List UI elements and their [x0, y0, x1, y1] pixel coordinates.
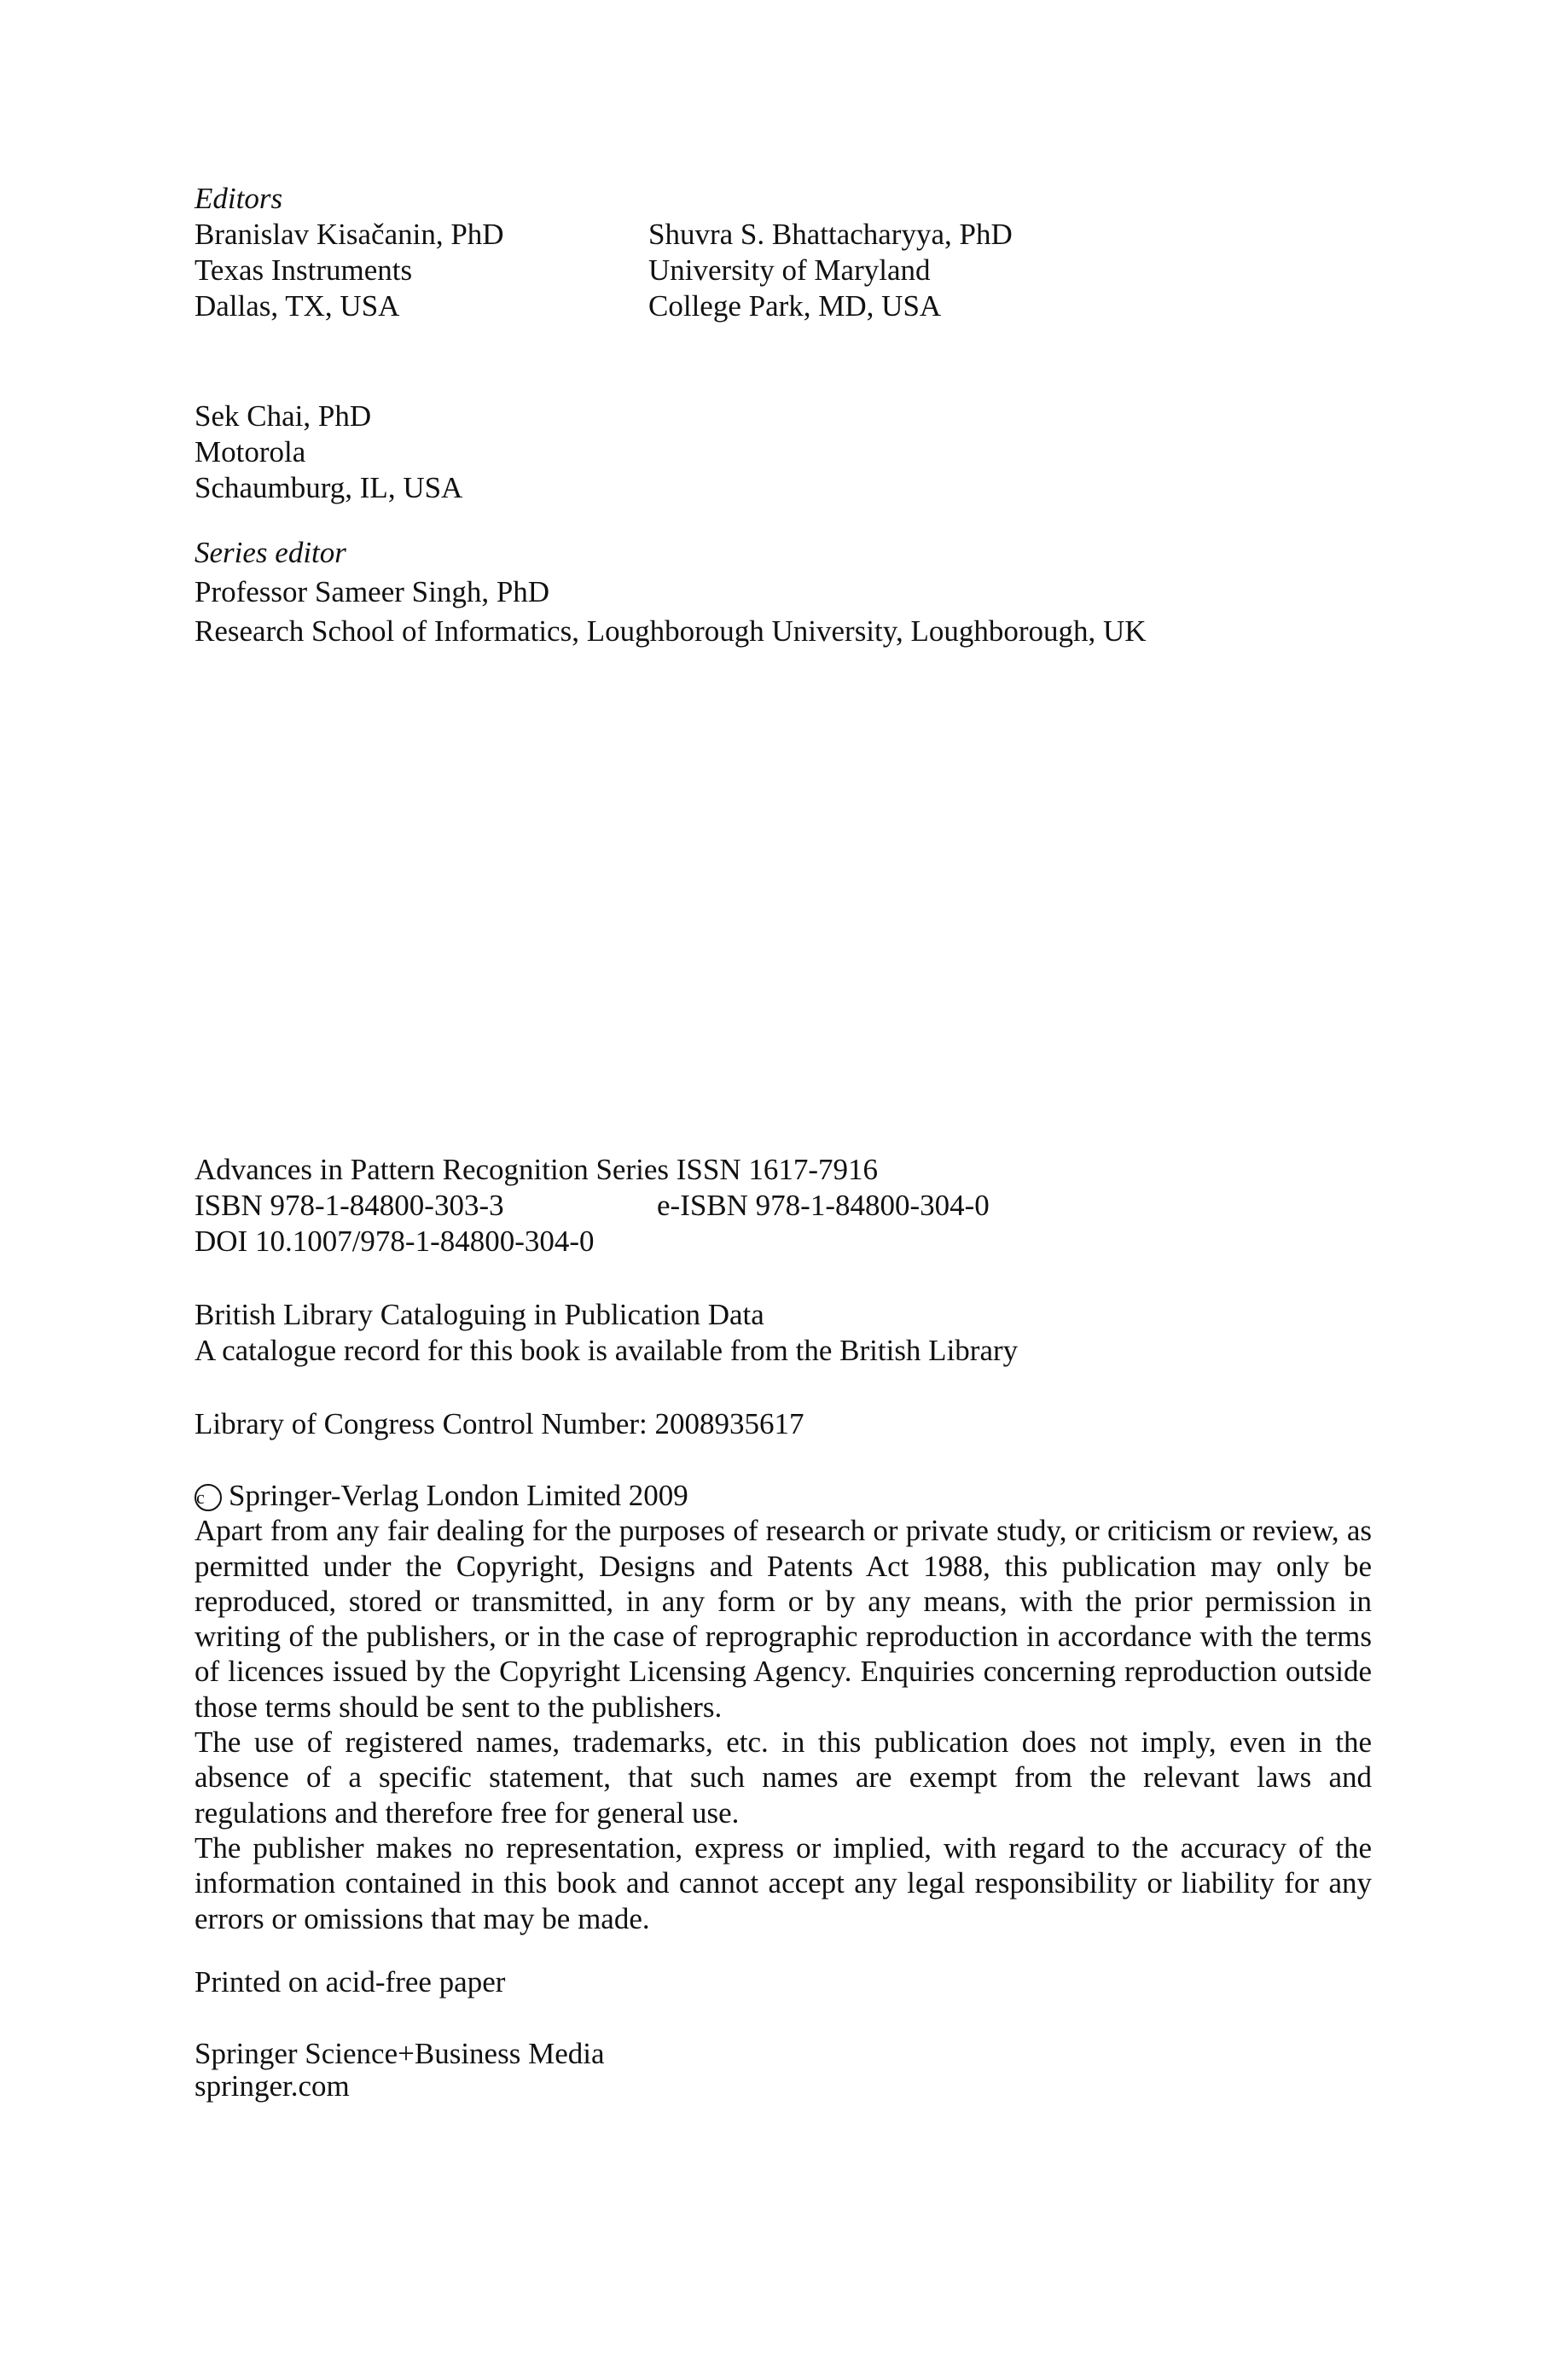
series-editor-affiliation: Research School of Informatics, Loughborough University, Loughborough, UK [195, 614, 1147, 648]
editor-org: Motorola [195, 435, 306, 468]
publication-identifiers [195, 1152, 1372, 1260]
series-editor-section [195, 535, 1372, 649]
copyright-paragraph-2: The use of registered names, trademarks, etc. in this publication does not imply, even in the absence of a specific statement, that such names are exempt from the relevant laws and regulations and therefore free for general use. [195, 1725, 1372, 1830]
cataloguing-line-1: British Library Cataloguing in Publication Data [195, 1298, 764, 1331]
editors-section [195, 181, 1372, 323]
editor-chai [195, 399, 1372, 506]
doi: DOI 10.1007/978-1-84800-304-0 [195, 1225, 595, 1258]
loc-section [195, 1406, 1372, 1442]
paper-section [195, 1964, 1372, 2000]
editor-org: Texas Instruments [195, 253, 413, 287]
isbn-row [195, 1188, 1372, 1224]
editor-name: Shuvra S. Bhattacharyya, PhD [648, 218, 1013, 251]
publisher-section [195, 2036, 1372, 2104]
publisher-url: springer.com [195, 2069, 350, 2103]
editor-location: Schaumburg, IL, USA [195, 471, 463, 504]
editors-heading: Editors [195, 182, 283, 215]
copyright-paragraph-1: Apart from any fair dealing for the purposes of research or private study, or criticism or review, as permitted under the Copyright, Designs and Patents Act 1988, this publication may only be reproduced, stored or transmitted, in any form or by any means, with the prior permission in writing of the publishers, or in the case of reprographic reproduction in accordance with the terms of licences issued by the Copyright Licensing Agency. Enquiries concerning reproduction outside those terms should be sent to the publishers. [195, 1514, 1372, 1724]
series-editor-heading: Series editor [195, 536, 346, 569]
publisher-name: Springer Science+Business Media [195, 2037, 605, 2070]
copyright-holder-line [195, 1478, 1372, 1513]
series-editor-name: Professor Sameer Singh, PhD [195, 575, 550, 608]
editor-bhattacharyya [648, 217, 1013, 324]
editor-location: College Park, MD, USA [648, 289, 942, 323]
editor-org: University of Maryland [648, 253, 931, 287]
copyright-holder: Springer-Verlag London Limited 2009 [229, 1479, 688, 1512]
copyright-icon: c [195, 1484, 222, 1511]
loc-control-number: Library of Congress Control Number: 2008935617 [195, 1407, 804, 1440]
series-issn: Advances in Pattern Recognition Series ISSN 1617-7916 [195, 1153, 879, 1186]
editor-name: Branislav Kisačanin, PhD [195, 218, 504, 251]
isbn: ISBN 978-1-84800-303-3 [195, 1189, 504, 1222]
cataloguing-section [195, 1297, 1372, 1369]
eisbn: e-ISBN 978-1-84800-304-0 [657, 1189, 990, 1222]
paper-note: Printed on acid-free paper [195, 1965, 506, 1999]
copyright-paragraph-3: The publisher makes no representation, express or implied, with regard to the accuracy of the information contained in this book and cannot accept any legal responsibility or liability for any errors or omissions that may be made. [195, 1830, 1372, 1935]
copyright-section [195, 1478, 1372, 1936]
cataloguing-line-2: A catalogue record for this book is available from the British Library [195, 1334, 1019, 1367]
editor-kisacanin [195, 217, 504, 324]
editor-location: Dallas, TX, USA [195, 289, 400, 323]
editor-name: Sek Chai, PhD [195, 399, 372, 433]
